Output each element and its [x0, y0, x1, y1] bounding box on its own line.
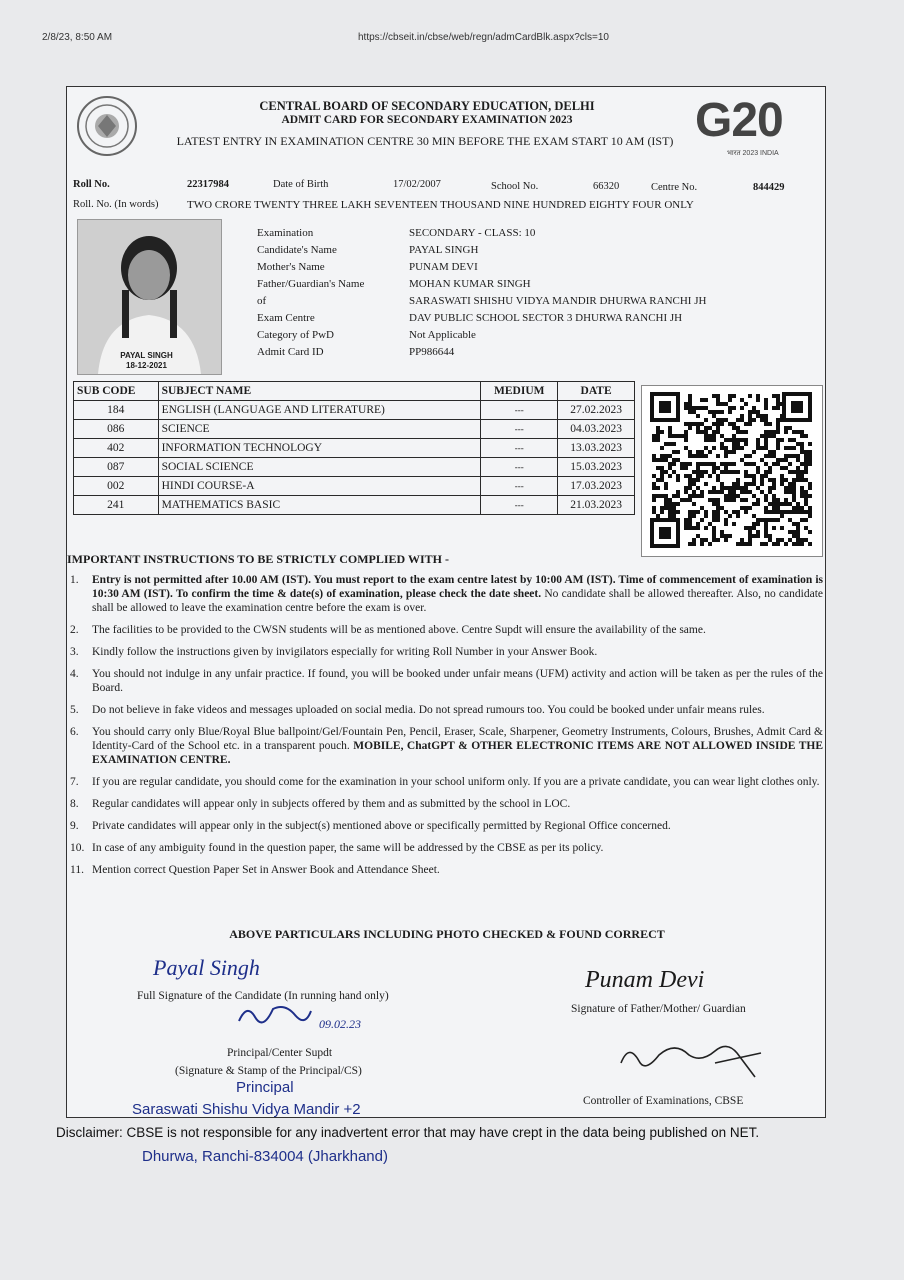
dob-label: Date of Birth — [273, 179, 329, 190]
subject-code: 087 — [74, 458, 159, 477]
stamp-principal: Principal — [236, 1079, 294, 1096]
entry-notice: LATEST ENTRY IN EXAMINATION CENTRE 30 MIN BEFORE THE EXAM START 10 AM (IST) — [176, 134, 674, 148]
stamp-school: Saraswati Shishu Vidya Mandir +2 — [132, 1101, 361, 1118]
verification-statement: ABOVE PARTICULARS INCLUDING PHOTO CHECKED & FOUND CORRECT — [229, 927, 665, 941]
item-bold-text: Entry is not permitted after 10.00 AM (IST). You must report to the exam centre latest by 10:00 AM (IST). Time of commencement of examination is 10:30 AM (IST). To confirm the time & date(s) of examination, please check the date sheet. — [92, 574, 823, 600]
list-item — [67, 841, 823, 855]
item-number: 10. — [70, 842, 85, 854]
list-item — [67, 573, 823, 615]
subject-name: SOCIAL SCIENCE — [158, 458, 481, 477]
item-text: Mention correct Question Paper Set in Answer Book and Attendance Sheet. — [92, 864, 440, 876]
guardian-signature-label: Signature of Father/Mother/ Guardian — [571, 1003, 746, 1015]
col-header: DATE — [558, 382, 635, 401]
candidate-signature-label: Full Signature of the Candidate (In running hand only) — [137, 990, 389, 1002]
detail-label: of — [257, 295, 267, 307]
detail-label: Admit Card ID — [257, 346, 324, 358]
guardian-signature: Punam Devi — [585, 967, 705, 993]
principal-sign-date: 09.02.23 — [319, 1017, 361, 1031]
col-header: SUB CODE — [74, 382, 159, 401]
detail-value: PAYAL SINGH — [409, 244, 479, 256]
subject-code: 086 — [74, 420, 159, 439]
item-text: Do not believe in fake videos and messages uploaded on social media. Do not spread rumours too. You could be booked under unfair means rules. — [92, 704, 765, 716]
board-title: CENTRAL BOARD OF SECONDARY EDUCATION, DELHI — [259, 99, 595, 113]
roll-value: 22317984 — [187, 179, 229, 190]
detail-label: Exam Centre — [257, 312, 315, 324]
subject-medium: --- — [481, 401, 558, 420]
table-row — [74, 401, 635, 420]
centre-label: Centre No. — [651, 182, 698, 193]
principal-label-sub: (Signature & Stamp of the Principal/CS) — [175, 1065, 362, 1077]
photo-caption-name: PAYAL SINGH — [120, 351, 173, 360]
item-number: 9. — [70, 820, 79, 832]
principal-label: Principal/Center Supdt — [227, 1047, 333, 1059]
subject-date: 21.03.2023 — [558, 496, 635, 515]
subject-date: 15.03.2023 — [558, 458, 635, 477]
principal-signature-icon — [235, 999, 315, 1027]
detail-label: Father/Guardian's Name — [257, 278, 365, 290]
item-number: 1. — [70, 574, 79, 586]
centre-value: 844429 — [753, 182, 785, 193]
school-label: School No. — [491, 181, 539, 192]
subject-name: ENGLISH (LANGUAGE AND LITERATURE) — [158, 401, 481, 420]
instructions-heading: IMPORTANT INSTRUCTIONS TO BE STRICTLY COMPLIED WITH - — [67, 552, 450, 566]
item-text: If you are regular candidate, you should come for the examination in your school uniform only. If you are a private candidate, you can wear light clothes only. — [92, 776, 820, 788]
controller-label: Controller of Examinations, CBSE — [583, 1095, 744, 1107]
subject-code: 002 — [74, 477, 159, 496]
table-row — [74, 477, 635, 496]
item-text: In case of any ambiguity found in the question paper, the same will be addressed by the CBSE as per its policy. — [92, 842, 604, 854]
item-number: 11. — [70, 864, 84, 876]
list-item — [67, 819, 823, 833]
item-number: 8. — [70, 798, 79, 810]
subject-code: 402 — [74, 439, 159, 458]
subject-date: 13.03.2023 — [558, 439, 635, 458]
subject-medium: --- — [481, 496, 558, 515]
detail-value: DAV PUBLIC SCHOOL SECTOR 3 DHURWA RANCHI JH — [409, 312, 683, 324]
disclaimer: Disclaimer: CBSE is not responsible for any inadvertent error that may have crept in the data being published on NET. — [56, 1125, 760, 1140]
subject-name: HINDI COURSE-A — [158, 477, 481, 496]
detail-value: SARASWATI SHISHU VIDYA MANDIR DHURWA RANCHI JH — [409, 295, 707, 307]
list-item — [67, 863, 823, 877]
item-text: Kindly follow the instructions given by invigilators especially for writing Roll Number in your Answer Book. — [92, 646, 598, 658]
item-number: 4. — [70, 668, 79, 680]
item-number: 2. — [70, 624, 79, 636]
dob-value: 17/02/2007 — [393, 179, 441, 190]
item-text: No candidate shall be allowed thereafter. Also, no candidate shall be allowed to leave the examination centre before the exam is over. — [92, 588, 823, 614]
subject-medium: --- — [481, 420, 558, 439]
detail-label: Category of PwD — [257, 329, 334, 341]
school-value: 66320 — [593, 181, 620, 192]
table-row — [74, 496, 635, 515]
instructions-list — [67, 573, 823, 885]
subject-medium: --- — [481, 439, 558, 458]
detail-value: PUNAM DEVI — [409, 261, 478, 273]
detail-value: SECONDARY - CLASS: 10 — [409, 227, 536, 239]
photo-caption-date: 18-12-2021 — [126, 360, 167, 370]
item-text: You should carry only Blue/Royal Blue ballpoint/Gel/Fountain Pen, Pencil, Eraser, Scale, Sharpener, Geometry Instruments, Colours, Brushes, Admit Card & Identity-Card of the School etc. in a transparent pouch. — [92, 726, 823, 752]
subject-date: 27.02.2023 — [558, 401, 635, 420]
list-item — [67, 725, 823, 767]
subject-code: 184 — [74, 401, 159, 420]
item-number: 7. — [70, 776, 79, 788]
detail-value: MOHAN KUMAR SINGH — [409, 278, 531, 290]
list-item — [67, 645, 823, 659]
subject-date: 04.03.2023 — [558, 420, 635, 439]
item-text: The facilities to be provided to the CWSN students will be as mentioned above. Centre Supdt will ensure the availability of the same. — [92, 624, 706, 636]
detail-label: Mother's Name — [257, 261, 325, 273]
subject-medium: --- — [481, 477, 558, 496]
item-bold-text: MOBILE, ChatGPT & OTHER ELECTRONIC ITEMS ARE NOT ALLOWED INSIDE THE EXAMINATION CENTRE. — [92, 740, 823, 766]
detail-label: Candidate's Name — [257, 244, 337, 256]
table-row — [74, 420, 635, 439]
roll-words-value: TWO CRORE TWENTY THREE LAKH SEVENTEEN THOUSAND NINE HUNDRED EIGHTY FOUR ONLY — [187, 199, 694, 211]
list-item — [67, 623, 823, 637]
table-row — [74, 439, 635, 458]
table-row — [74, 458, 635, 477]
col-header: SUBJECT NAME — [158, 382, 481, 401]
subject-code: 241 — [74, 496, 159, 515]
list-item — [67, 667, 823, 695]
qr-code-pattern — [642, 386, 820, 554]
subjects-table — [73, 381, 635, 515]
print-url: https://cbseit.in/cbse/web/regn/admCardBlk.aspx?cls=10 — [358, 32, 609, 43]
qr-code-icon — [641, 385, 823, 557]
g20-logo-text: G20 — [695, 94, 783, 147]
roll-words-label: Roll. No. (In words) — [73, 199, 159, 210]
detail-label: Examination — [257, 227, 314, 239]
card-title: ADMIT CARD FOR SECONDARY EXAMINATION 2023 — [281, 114, 573, 126]
detail-value: Not Applicable — [409, 329, 476, 341]
item-text: You should not indulge in any unfair practice. If found, you will be booked under unfair means (UFM) activity and action will be taken as per the rules of the Board. — [92, 668, 823, 694]
admit-card — [66, 86, 826, 1118]
subject-name: SCIENCE — [158, 420, 481, 439]
print-timestamp: 2/8/23, 8:50 AM — [42, 32, 113, 43]
cbse-seal-icon — [76, 95, 138, 157]
item-number: 5. — [70, 704, 79, 716]
detail-value: PP986644 — [409, 346, 455, 358]
item-number: 3. — [70, 646, 79, 658]
candidate-signature: Payal Singh — [153, 955, 260, 980]
item-text: Regular candidates will appear only in subjects offered by them and as submitted by the school in LOC. — [92, 798, 571, 810]
list-item — [67, 775, 823, 789]
list-item — [67, 797, 823, 811]
subject-name: MATHEMATICS BASIC — [158, 496, 481, 515]
subject-date: 17.03.2023 — [558, 477, 635, 496]
subject-name: INFORMATION TECHNOLOGY — [158, 439, 481, 458]
photo-caption — [79, 351, 214, 370]
item-text: Private candidates will appear only in the subject(s) mentioned above or specifically permitted by Regional Office concerned. — [92, 820, 671, 832]
roll-label: Roll No. — [73, 179, 110, 190]
item-number: 6. — [70, 726, 79, 738]
subject-medium: --- — [481, 458, 558, 477]
g20-logo — [695, 91, 825, 163]
table-header-row — [74, 382, 635, 401]
col-header: MEDIUM — [481, 382, 558, 401]
stamp-address: Dhurwa, Ranchi-834004 (Jharkhand) — [142, 1148, 388, 1165]
controller-signature-icon — [615, 1033, 765, 1083]
g20-logo-subtext: भारत 2023 INDIA — [727, 150, 779, 157]
list-item — [67, 703, 823, 717]
